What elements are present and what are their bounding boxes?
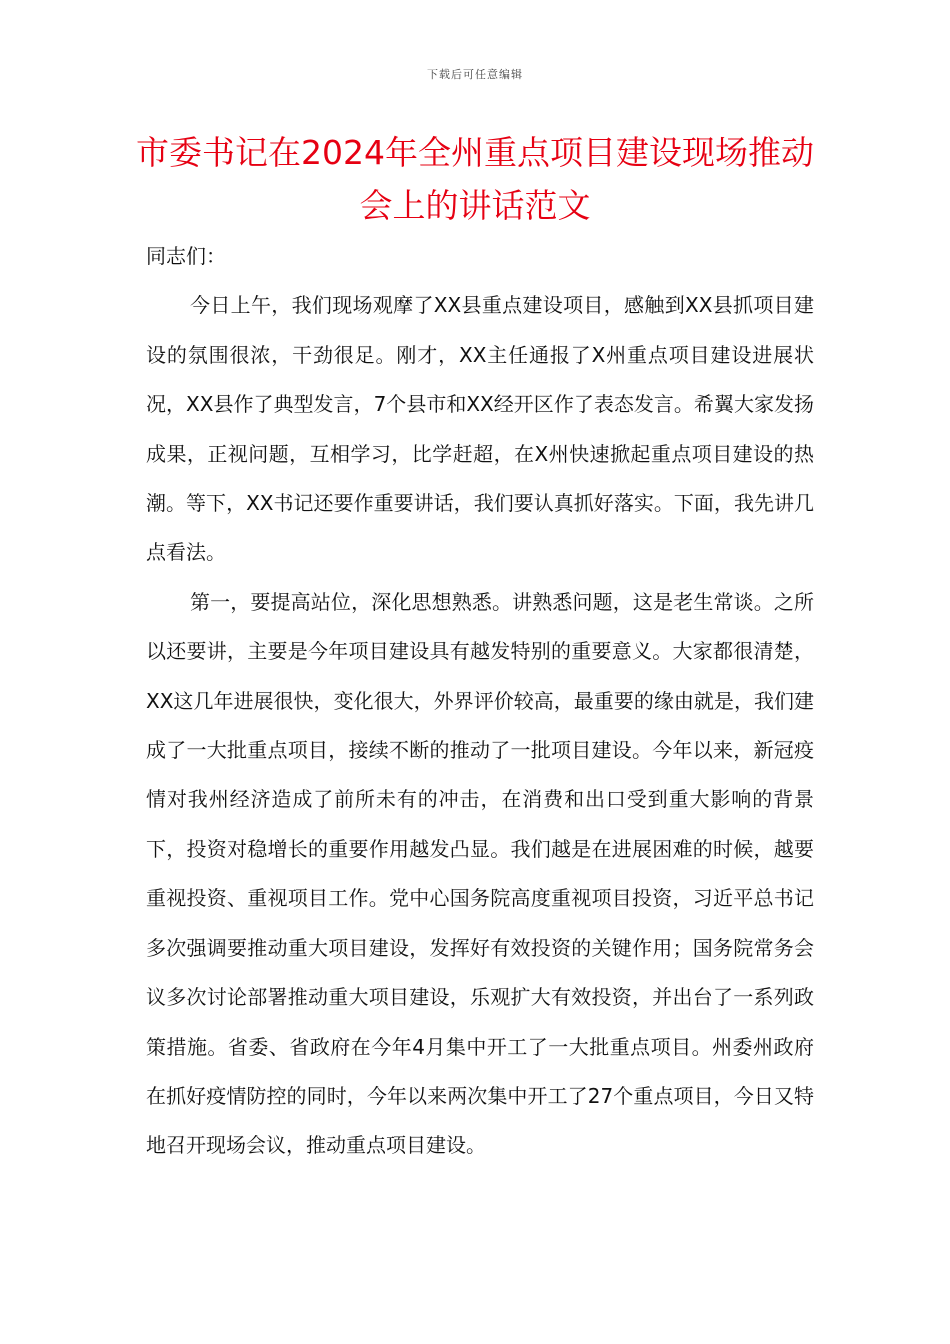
paragraph-1: 今日上午，我们现场观摩了XX县重点建设项目，感触到XX县抓项目建设的氛围很浓，干劲很足。刚才，XX主任通报了X州重点项目建设进展状况，XX县作了典型发言，7个县市和XX经开区作了表态发言。希翼大家发扬成果，正视问题，互相学习，比学赶超，在X州快速掀起重点项目建设的热潮。等下，XX书记还要作重要讲话，我们要认真抓好落实。下面，我先讲几点看法。: [146, 293, 814, 565]
document-title: 市委书记在2024年全州重点项目建设现场推动会上的讲话范文: [136, 133, 814, 225]
paragraph-2: 第一，要提高站位，深化思想熟悉。讲熟悉问题，这是老生常谈。之所以还要讲，主要是今年项目建设具有越发特别的重要意义。大家都很清楚，XX这几年进展很快，变化很大，外界评价较高，最重要的缘由就是，我们建成了一大批重点项目，接续不断的推动了一批项目建设。今年以来，新冠疫情对我州经济造成了前所未有的冲击，在消费和出口受到重大影响的背景下，投资对稳增长的重要作用越发凸显。我们越是在进展困难的时候，越要重视投资、重视项目工作。党中心国务院高度重视项目投资，习近平总书记多次强调要推动重大项目建设，发挥好有效投资的关键作用；国务院常务会议多次讨论部署推动重大项目建设，乐观扩大有效投资，并出台了一系列政策措施。省委、省政府在今年4月集中开工了一大批重点项目。州委州政府在抓好疫情防控的同时，今年以来两次集中开工了27个重点项目，今日又特地召开现场会议，推动重点项目建设。: [146, 589, 814, 1158]
page-header-note: 下载后可任意编辑: [427, 68, 523, 81]
document-body: [146, 232, 814, 1171]
salutation: 同志们：: [146, 244, 226, 268]
